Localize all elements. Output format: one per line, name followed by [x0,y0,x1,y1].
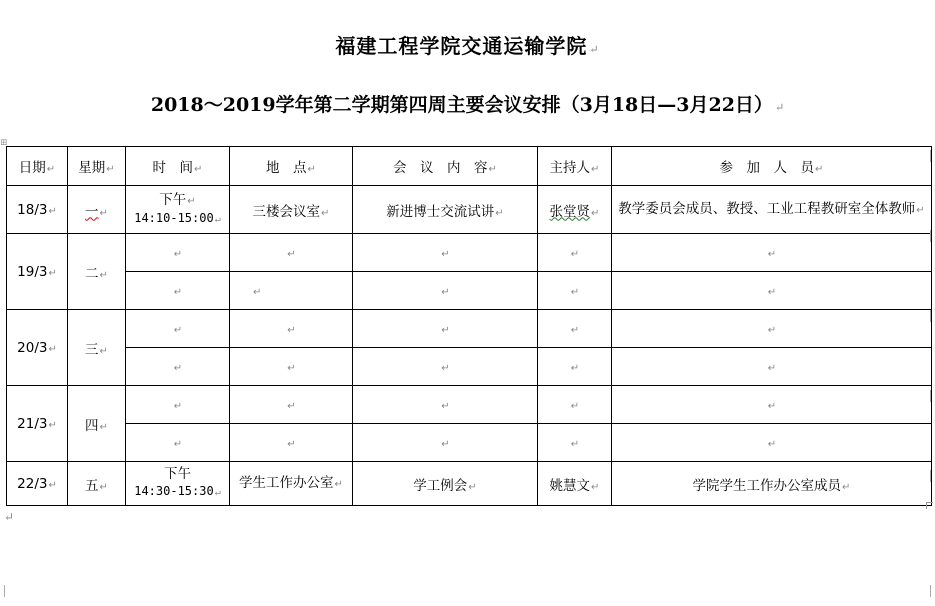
table-row [7,348,932,386]
margin-tick [930,310,931,322]
table-row [7,424,932,462]
cell-place[interactable]: 三楼会议室↵ [230,186,353,234]
cell-place[interactable]: 学生工作办公室↵ [230,462,353,506]
cell-date[interactable]: 21/3↵ [7,386,68,462]
cell-weekday[interactable]: 一↵ [68,186,126,234]
cell-content[interactable]: ↵ [353,348,538,386]
cell-date[interactable]: 20/3↵ [7,310,68,386]
header-time: 时 间↵ [126,147,230,186]
cell-date[interactable]: 22/3↵ [7,462,68,506]
header-content: 会 议 内 容↵ [353,147,538,186]
table-resize-handle[interactable] [926,502,933,509]
header-host: 主持人↵ [538,147,612,186]
cell-place[interactable]: ↵ [230,348,353,386]
cell-place[interactable]: ↵ [230,272,353,310]
cell-participants[interactable]: ↵ [612,234,932,272]
cell-host[interactable]: ↵ [538,272,612,310]
cell-weekday[interactable]: 三↵ [68,310,126,386]
cell-host[interactable]: ↵ [538,386,612,424]
table-row [7,386,932,424]
cell-content[interactable]: 新进博士交流试讲↵ [353,186,538,234]
cell-place[interactable]: ↵ [230,386,353,424]
table-row [7,462,932,506]
header-weekday: 星期↵ [68,147,126,186]
cell-content[interactable]: ↵ [353,310,538,348]
cell-weekday[interactable]: 四↵ [68,386,126,462]
cell-time[interactable]: ↵ [126,386,230,424]
cell-place[interactable]: ↵ [230,310,353,348]
cell-time[interactable]: ↵ [126,234,230,272]
header-date: 日期↵ [7,147,68,186]
margin-tick [930,470,931,482]
cell-time[interactable]: 下午↵ 14:10-15:00↵ [126,186,230,234]
cell-host[interactable]: ↵ [538,234,612,272]
table-row [7,272,932,310]
margin-tick [4,585,5,597]
cell-participants[interactable]: ↵ [612,272,932,310]
table-row [7,186,932,234]
cell-date[interactable]: 18/3↵ [7,186,68,234]
meeting-schedule-table [6,146,932,506]
cell-participants[interactable]: ↵ [612,348,932,386]
table-move-handle[interactable]: ⊞ [0,138,8,148]
cell-content[interactable]: 学工例会↵ [353,462,538,506]
cell-time[interactable]: ↵ [126,348,230,386]
cell-host[interactable]: 姚慧文↵ [538,462,612,506]
cell-place[interactable]: ↵ [230,234,353,272]
cell-content[interactable]: ↵ [353,272,538,310]
cell-participants[interactable]: ↵ [612,310,932,348]
cell-content[interactable]: ↵ [353,386,538,424]
cell-content[interactable]: ↵ [353,424,538,462]
document-title: 福建工程学院交通运输学院 ↵ [335,34,600,58]
header-place: 地 点↵ [230,147,353,186]
margin-tick [930,150,931,162]
margin-tick [930,390,931,402]
table-row [7,234,932,272]
table-header-row [7,147,932,186]
cell-weekday[interactable]: 二↵ [68,234,126,310]
cell-weekday[interactable]: 五↵ [68,462,126,506]
cell-participants[interactable]: ↵ [612,386,932,424]
margin-tick [930,230,931,242]
cell-participants[interactable]: 学院学生工作办公室成员↵ [612,462,932,506]
cell-host[interactable]: 张堂贤↵ [538,186,612,234]
cell-time[interactable]: ↵ [126,272,230,310]
cell-place[interactable]: ↵ [230,424,353,462]
table-row [7,310,932,348]
margin-tick [930,585,931,597]
cell-participants[interactable]: 教学委员会成员、教授、工业工程教研室全体教师↵ [612,186,932,234]
cell-date[interactable]: 19/3↵ [7,234,68,310]
document-subtitle: 2018～2019学年第二学期第四周主要会议安排（3月18日—3月22日） ↵ [150,94,785,116]
cell-time[interactable]: ↵ [126,310,230,348]
cell-participants[interactable]: ↵ [612,424,932,462]
paragraph-mark: ↵ [4,510,15,524]
cell-host[interactable]: ↵ [538,310,612,348]
header-participants: 参 加 人 员↵ [612,147,932,186]
cell-time[interactable]: 下午 14:30-15:30↵ [126,462,230,506]
cell-content[interactable]: ↵ [353,234,538,272]
cell-host[interactable]: ↵ [538,348,612,386]
cell-host[interactable]: ↵ [538,424,612,462]
cell-time[interactable]: ↵ [126,424,230,462]
